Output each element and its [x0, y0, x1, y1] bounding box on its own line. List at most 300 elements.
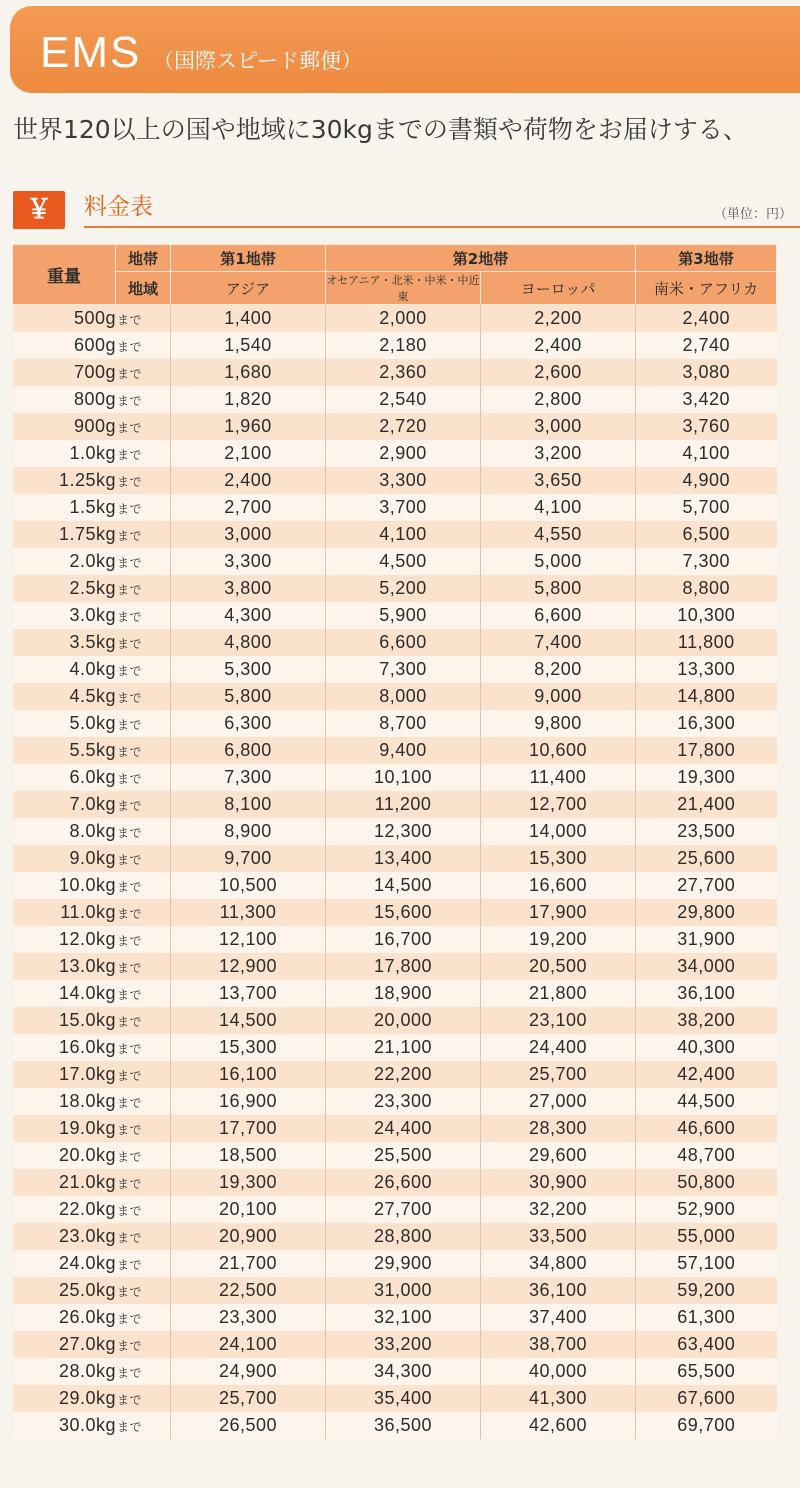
table-row [13, 980, 777, 1007]
rate-cell: 2,400 [171, 467, 326, 494]
rate-cell: 21,100 [326, 1034, 481, 1061]
rate-cell: 3,700 [326, 494, 481, 521]
rate-cell: 34,000 [636, 953, 777, 980]
rate-cell: 21,800 [481, 980, 636, 1007]
rate-cell: 14,500 [171, 1007, 326, 1034]
rate-table [12, 244, 777, 1439]
rate-cell: 23,300 [326, 1088, 481, 1115]
rate-cell: 25,500 [326, 1142, 481, 1169]
table-row [13, 1412, 777, 1439]
section-divider [84, 226, 800, 228]
weight-cell [13, 305, 171, 333]
zone-3-header: 第3地帯 [636, 245, 777, 272]
table-row [13, 683, 777, 710]
rate-cell: 32,100 [326, 1304, 481, 1331]
rate-cell: 26,500 [171, 1412, 326, 1439]
weight-value: 4.0kg [69, 659, 116, 679]
weight-cell [13, 548, 171, 575]
weight-value: 27.0kg [58, 1334, 116, 1354]
rate-cell: 11,300 [171, 899, 326, 926]
weight-value: 5.5kg [69, 740, 116, 760]
rate-cell: 2,360 [326, 359, 481, 386]
rate-cell: 8,700 [326, 710, 481, 737]
rate-cell: 5,800 [171, 683, 326, 710]
weight-value: 3.5kg [69, 632, 116, 652]
rate-cell: 20,000 [326, 1007, 481, 1034]
weight-suffix: まで [116, 772, 142, 786]
table-row [13, 764, 777, 791]
rate-cell: 20,900 [171, 1223, 326, 1250]
rate-cell: 4,100 [636, 440, 777, 467]
rate-cell: 2,600 [481, 359, 636, 386]
weight-suffix: まで [116, 691, 142, 705]
weight-suffix: まで [116, 1042, 142, 1056]
rate-cell: 4,800 [171, 629, 326, 656]
weight-header: 重量 [13, 245, 116, 305]
region-asia-header: アジア [171, 272, 326, 305]
weight-cell [13, 1034, 171, 1061]
rate-cell: 48,700 [636, 1142, 777, 1169]
rate-cell: 14,000 [481, 818, 636, 845]
rate-cell: 15,600 [326, 899, 481, 926]
table-row [13, 548, 777, 575]
rate-cell: 16,600 [481, 872, 636, 899]
region-label: 地域 [116, 272, 171, 305]
weight-suffix: まで [116, 1420, 142, 1434]
weight-suffix: まで [116, 1258, 142, 1272]
table-row [13, 467, 777, 494]
rate-cell: 32,200 [481, 1196, 636, 1223]
rate-cell: 34,800 [481, 1250, 636, 1277]
weight-suffix: まで [116, 961, 142, 975]
table-row [13, 1250, 777, 1277]
weight-value: 2.0kg [69, 551, 116, 571]
table-row [13, 413, 777, 440]
rate-cell: 3,420 [636, 386, 777, 413]
table-row [13, 1034, 777, 1061]
weight-suffix: まで [116, 1096, 142, 1110]
rate-cell: 12,900 [171, 953, 326, 980]
weight-suffix: まで [116, 502, 142, 516]
table-row [13, 629, 777, 656]
rate-cell: 31,000 [326, 1277, 481, 1304]
rate-cell: 13,700 [171, 980, 326, 1007]
rate-cell: 36,500 [326, 1412, 481, 1439]
weight-suffix: まで [116, 340, 142, 354]
weight-value: 26.0kg [58, 1307, 116, 1327]
weight-suffix: まで [116, 1177, 142, 1191]
rate-cell: 2,700 [171, 494, 326, 521]
rate-cell: 2,540 [326, 386, 481, 413]
rate-cell: 17,800 [326, 953, 481, 980]
weight-cell [13, 737, 171, 764]
rate-cell: 38,700 [481, 1331, 636, 1358]
weight-value: 25.0kg [58, 1280, 116, 1300]
rate-cell: 34,300 [326, 1358, 481, 1385]
rate-table-body [13, 305, 777, 1440]
zone-2-header: 第2地帯 [326, 245, 636, 272]
weight-suffix: まで [116, 610, 142, 624]
rate-cell: 7,400 [481, 629, 636, 656]
rate-cell: 22,500 [171, 1277, 326, 1304]
rate-cell: 4,500 [326, 548, 481, 575]
rate-cell: 2,740 [636, 332, 777, 359]
table-row [13, 305, 777, 333]
rate-cell: 40,300 [636, 1034, 777, 1061]
rate-cell: 2,000 [326, 305, 481, 333]
rate-cell: 69,700 [636, 1412, 777, 1439]
rate-cell: 2,400 [636, 305, 777, 333]
rate-cell: 13,300 [636, 656, 777, 683]
rate-cell: 55,000 [636, 1223, 777, 1250]
weight-suffix: まで [116, 934, 142, 948]
table-row [13, 575, 777, 602]
table-row [13, 1061, 777, 1088]
weight-suffix: まで [116, 1285, 142, 1299]
rate-cell: 29,600 [481, 1142, 636, 1169]
rate-cell: 27,700 [326, 1196, 481, 1223]
rate-cell: 30,900 [481, 1169, 636, 1196]
weight-suffix: まで [116, 799, 142, 813]
weight-cell [13, 413, 171, 440]
table-row [13, 1331, 777, 1358]
weight-value: 29.0kg [58, 1388, 116, 1408]
weight-cell [13, 602, 171, 629]
rate-cell: 41,300 [481, 1385, 636, 1412]
rate-cell: 57,100 [636, 1250, 777, 1277]
weight-suffix: まで [116, 1123, 142, 1137]
rate-cell: 8,800 [636, 575, 777, 602]
region-south-america-header: 南米・アフリカ [636, 272, 777, 305]
weight-value: 22.0kg [58, 1199, 116, 1219]
rate-cell: 2,900 [326, 440, 481, 467]
rate-cell: 29,800 [636, 899, 777, 926]
weight-value: 10.0kg [58, 875, 116, 895]
rate-cell: 1,680 [171, 359, 326, 386]
table-row [13, 1304, 777, 1331]
rate-cell: 19,300 [171, 1169, 326, 1196]
rate-cell: 4,900 [636, 467, 777, 494]
weight-value: 11.0kg [60, 902, 116, 922]
weight-value: 16.0kg [58, 1037, 116, 1057]
weight-suffix: まで [116, 1339, 142, 1353]
weight-value: 18.0kg [58, 1091, 116, 1111]
rate-cell: 5,300 [171, 656, 326, 683]
rate-cell: 20,500 [481, 953, 636, 980]
rate-cell: 11,200 [326, 791, 481, 818]
rate-cell: 7,300 [171, 764, 326, 791]
region-europe-header: ヨーロッパ [481, 272, 636, 305]
weight-cell [13, 332, 171, 359]
weight-value: 28.0kg [58, 1361, 116, 1381]
rate-cell: 25,700 [481, 1061, 636, 1088]
rate-cell: 17,900 [481, 899, 636, 926]
rate-cell: 6,300 [171, 710, 326, 737]
weight-cell [13, 1061, 171, 1088]
rate-cell: 1,820 [171, 386, 326, 413]
table-row [13, 1358, 777, 1385]
weight-suffix: まで [116, 583, 142, 597]
rate-cell: 20,100 [171, 1196, 326, 1223]
table-row [13, 440, 777, 467]
table-row [13, 845, 777, 872]
weight-value: 1.25kg [58, 470, 116, 490]
table-row [13, 737, 777, 764]
ems-title-banner [10, 6, 800, 93]
rate-cell: 23,300 [171, 1304, 326, 1331]
rate-cell: 61,300 [636, 1304, 777, 1331]
table-row [13, 1385, 777, 1412]
weight-value: 17.0kg [58, 1064, 116, 1084]
table-row [13, 926, 777, 953]
rate-cell: 8,200 [481, 656, 636, 683]
rate-cell: 10,300 [636, 602, 777, 629]
rate-cell: 67,600 [636, 1385, 777, 1412]
table-row [13, 953, 777, 980]
rate-cell: 24,100 [171, 1331, 326, 1358]
rate-cell: 16,300 [636, 710, 777, 737]
weight-cell [13, 980, 171, 1007]
rate-cell: 19,200 [481, 926, 636, 953]
rate-cell: 11,400 [481, 764, 636, 791]
rate-cell: 14,800 [636, 683, 777, 710]
weight-cell [13, 1412, 171, 1439]
rate-cell: 23,500 [636, 818, 777, 845]
rate-cell: 19,300 [636, 764, 777, 791]
weight-cell [13, 953, 171, 980]
weight-value: 1.75kg [58, 524, 116, 544]
unit-note: （単位：円） [713, 207, 792, 222]
rate-cell: 27,700 [636, 872, 777, 899]
rate-cell: 6,800 [171, 737, 326, 764]
rate-cell: 40,000 [481, 1358, 636, 1385]
rate-cell: 36,100 [481, 1277, 636, 1304]
rate-cell: 9,800 [481, 710, 636, 737]
rate-cell: 12,700 [481, 791, 636, 818]
rate-cell: 11,800 [636, 629, 777, 656]
rate-cell: 28,300 [481, 1115, 636, 1142]
rate-cell: 2,400 [481, 332, 636, 359]
rate-cell: 10,500 [171, 872, 326, 899]
rate-cell: 6,600 [326, 629, 481, 656]
rate-cell: 5,200 [326, 575, 481, 602]
weight-suffix: まで [116, 664, 142, 678]
weight-cell [13, 845, 171, 872]
weight-suffix: まで [116, 718, 142, 732]
rate-cell: 4,550 [481, 521, 636, 548]
weight-cell [13, 359, 171, 386]
rate-cell: 5,800 [481, 575, 636, 602]
rate-cell: 24,400 [326, 1115, 481, 1142]
weight-value: 8.0kg [69, 821, 116, 841]
intro-text: 世界120以上の国や地域に30kgまでの書類や荷物をお届けする、 [13, 115, 748, 144]
rate-cell: 16,700 [326, 926, 481, 953]
rate-cell: 16,100 [171, 1061, 326, 1088]
weight-value: 15.0kg [58, 1010, 116, 1030]
table-row [13, 332, 777, 359]
weight-suffix: まで [116, 853, 142, 867]
rate-cell: 2,180 [326, 332, 481, 359]
rate-cell: 1,960 [171, 413, 326, 440]
weight-value: 24.0kg [58, 1253, 116, 1273]
rate-cell: 3,300 [326, 467, 481, 494]
rate-cell: 3,080 [636, 359, 777, 386]
weight-value: 14.0kg [58, 983, 116, 1003]
rate-cell: 29,900 [326, 1250, 481, 1277]
weight-value: 4.5kg [69, 686, 116, 706]
weight-suffix: まで [116, 907, 142, 921]
table-row [13, 494, 777, 521]
weight-cell [13, 1196, 171, 1223]
table-row [13, 872, 777, 899]
table-row [13, 521, 777, 548]
rate-cell: 18,500 [171, 1142, 326, 1169]
table-row [13, 710, 777, 737]
yen-icon: ￥ [13, 191, 65, 229]
rate-cell: 27,000 [481, 1088, 636, 1115]
weight-suffix: まで [116, 421, 142, 435]
weight-suffix: まで [116, 475, 142, 489]
weight-cell [13, 1385, 171, 1412]
weight-value: 700g [73, 362, 116, 382]
rate-cell: 1,400 [171, 305, 326, 333]
weight-cell [13, 1304, 171, 1331]
table-row [13, 656, 777, 683]
table-row [13, 818, 777, 845]
rate-cell: 3,800 [171, 575, 326, 602]
rate-cell: 38,200 [636, 1007, 777, 1034]
table-row [13, 386, 777, 413]
rate-cell: 24,900 [171, 1358, 326, 1385]
weight-cell [13, 386, 171, 413]
weight-suffix: まで [116, 1069, 142, 1083]
rate-cell: 17,700 [171, 1115, 326, 1142]
rate-cell: 25,600 [636, 845, 777, 872]
weight-suffix: まで [116, 880, 142, 894]
weight-cell [13, 467, 171, 494]
rate-cell: 31,900 [636, 926, 777, 953]
table-row [13, 359, 777, 386]
rate-cell: 1,540 [171, 332, 326, 359]
weight-cell [13, 1142, 171, 1169]
rate-cell: 2,200 [481, 305, 636, 333]
weight-value: 3.0kg [69, 605, 116, 625]
rate-cell: 15,300 [171, 1034, 326, 1061]
rate-cell: 12,100 [171, 926, 326, 953]
weight-suffix: まで [116, 367, 142, 381]
rate-cell: 3,300 [171, 548, 326, 575]
rate-cell: 59,200 [636, 1277, 777, 1304]
weight-value: 5.0kg [69, 713, 116, 733]
rate-cell: 3,760 [636, 413, 777, 440]
rate-cell: 46,600 [636, 1115, 777, 1142]
weight-value: 1.5kg [69, 497, 116, 517]
weight-cell [13, 710, 171, 737]
weight-cell [13, 1088, 171, 1115]
rate-cell: 8,900 [171, 818, 326, 845]
weight-value: 600g [73, 335, 116, 355]
rate-cell: 18,900 [326, 980, 481, 1007]
weight-suffix: まで [116, 1366, 142, 1380]
rate-cell: 5,900 [326, 602, 481, 629]
weight-cell [13, 899, 171, 926]
weight-suffix: まで [116, 637, 142, 651]
rate-cell: 15,300 [481, 845, 636, 872]
weight-suffix: まで [116, 1150, 142, 1164]
table-row [13, 1196, 777, 1223]
rate-cell: 28,800 [326, 1223, 481, 1250]
rate-cell: 8,000 [326, 683, 481, 710]
rate-cell: 36,100 [636, 980, 777, 1007]
weight-suffix: まで [116, 529, 142, 543]
weight-cell [13, 764, 171, 791]
weight-value: 900g [73, 416, 116, 436]
weight-suffix: まで [116, 556, 142, 570]
table-row [13, 791, 777, 818]
rate-cell: 4,100 [326, 521, 481, 548]
rate-cell: 9,700 [171, 845, 326, 872]
weight-cell [13, 1358, 171, 1385]
rate-cell: 44,500 [636, 1088, 777, 1115]
rate-cell: 7,300 [326, 656, 481, 683]
table-row [13, 1169, 777, 1196]
weight-cell [13, 629, 171, 656]
weight-cell [13, 683, 171, 710]
weight-cell [13, 1223, 171, 1250]
rate-cell: 3,650 [481, 467, 636, 494]
weight-suffix: まで [116, 826, 142, 840]
weight-cell [13, 872, 171, 899]
weight-value: 9.0kg [69, 848, 116, 868]
weight-suffix: まで [116, 988, 142, 1002]
weight-cell [13, 1169, 171, 1196]
rate-cell: 7,300 [636, 548, 777, 575]
weight-value: 2.5kg [69, 578, 116, 598]
rate-cell: 23,100 [481, 1007, 636, 1034]
weight-value: 7.0kg [69, 794, 116, 814]
rate-cell: 13,400 [326, 845, 481, 872]
weight-value: 6.0kg [69, 767, 116, 787]
weight-cell [13, 1277, 171, 1304]
weight-cell [13, 818, 171, 845]
rate-cell: 4,100 [481, 494, 636, 521]
weight-cell [13, 440, 171, 467]
weight-cell [13, 1115, 171, 1142]
page-title: EMS [40, 28, 142, 77]
rate-cell: 4,300 [171, 602, 326, 629]
page-subtitle: （国際スピード郵便） [153, 49, 363, 73]
rate-cell: 35,400 [326, 1385, 481, 1412]
weight-suffix: まで [116, 1231, 142, 1245]
weight-suffix: まで [116, 1393, 142, 1407]
weight-cell [13, 1007, 171, 1034]
weight-cell [13, 494, 171, 521]
rate-cell: 26,600 [326, 1169, 481, 1196]
table-row [13, 1142, 777, 1169]
rate-cell: 8,100 [171, 791, 326, 818]
table-row [13, 602, 777, 629]
table-row [13, 899, 777, 926]
rate-cell: 17,800 [636, 737, 777, 764]
weight-cell [13, 656, 171, 683]
weight-value: 12.0kg [58, 929, 116, 949]
rate-cell: 2,720 [326, 413, 481, 440]
rate-cell: 9,400 [326, 737, 481, 764]
rate-cell: 2,100 [171, 440, 326, 467]
weight-suffix: まで [116, 1312, 142, 1326]
section-title: 料金表 [84, 194, 153, 220]
weight-cell [13, 521, 171, 548]
